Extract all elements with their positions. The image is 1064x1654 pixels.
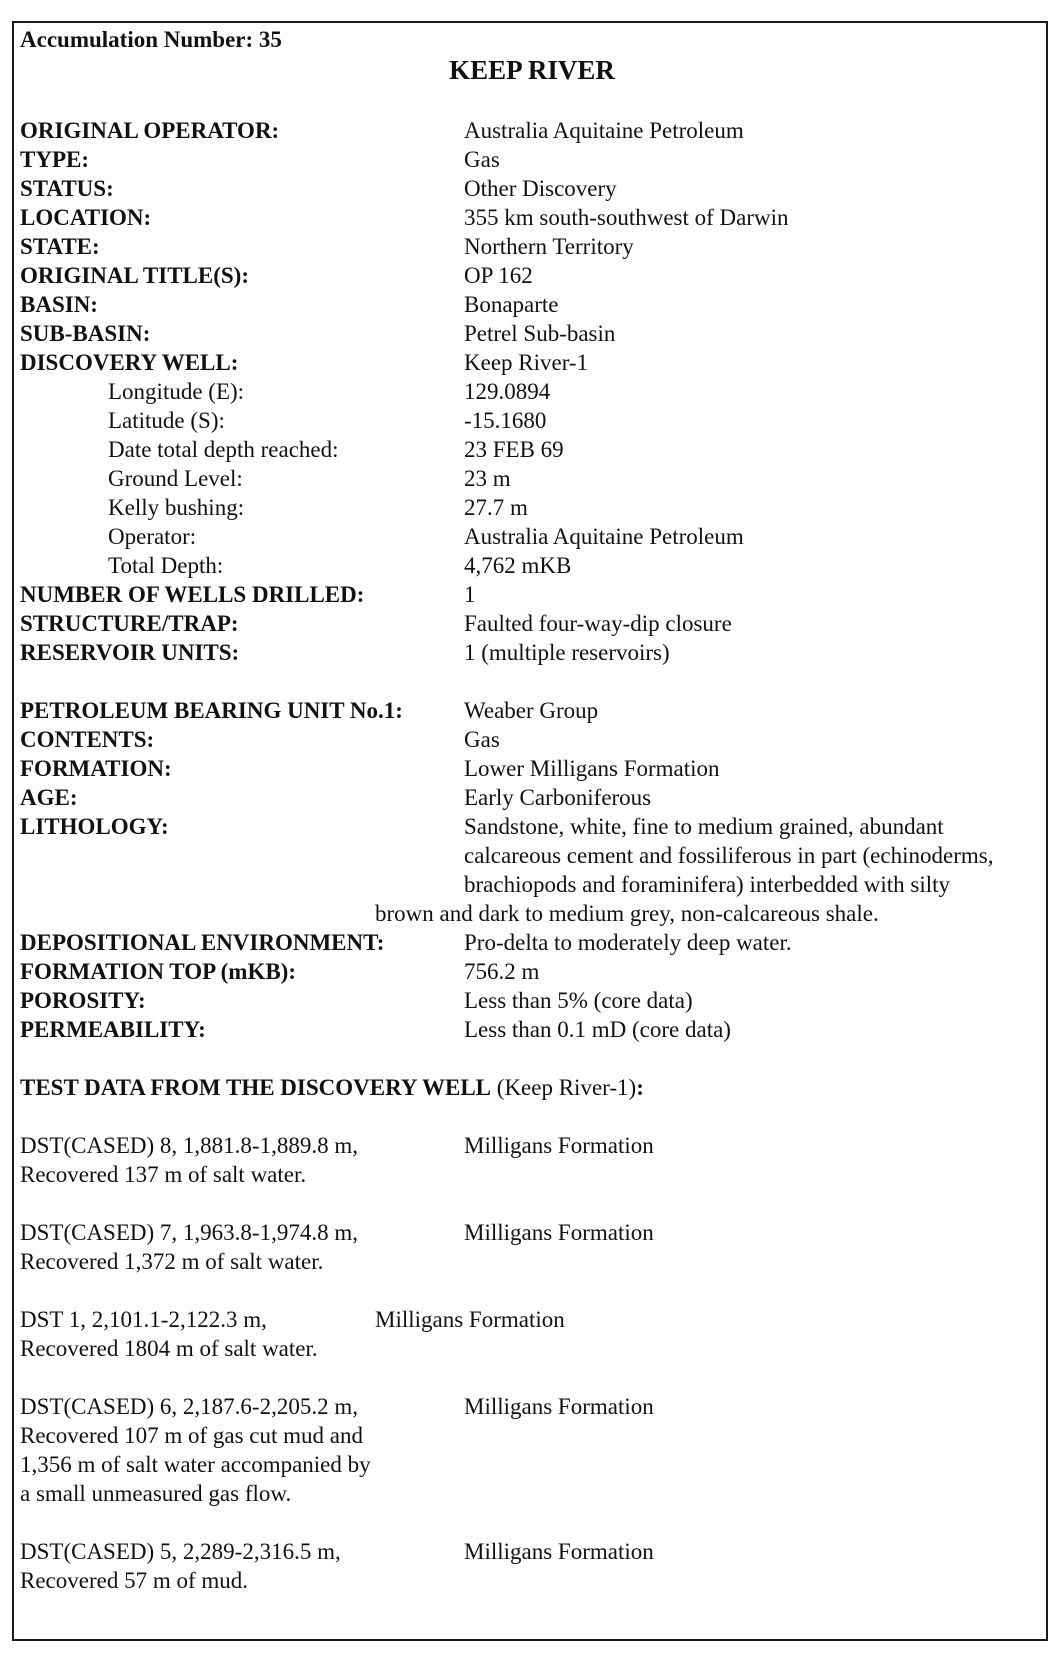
accumulation-number: Accumulation Number: 35 (20, 27, 282, 52)
unit-label: DEPOSITIONAL ENVIRONMENT: (20, 930, 385, 955)
field-label: SUB-BASIN: (20, 321, 151, 346)
test-line: DST(CASED) 7, 1,963.8-1,974.8 m, (20, 1220, 358, 1245)
test-data-heading-bold: TEST DATA FROM THE DISCOVERY WELL (20, 1075, 492, 1100)
unit-label: CONTENTS: (20, 727, 155, 752)
well-detail-value: 129.0894 (464, 379, 551, 404)
field-value: Northern Territory (464, 234, 634, 259)
field-value: Other Discovery (464, 176, 617, 201)
test-formation: Milligans Formation (464, 1133, 654, 1158)
field-label: STATE: (20, 234, 100, 259)
well-detail-label: Date total depth reached: (108, 437, 339, 462)
unit-label: AGE: (20, 785, 78, 810)
unit-value: 756.2 m (464, 959, 540, 984)
test-data-heading-colon: : (636, 1075, 644, 1100)
unit-label: FORMATION: (20, 756, 172, 781)
field-label: LOCATION: (20, 205, 152, 230)
field-value: Gas (464, 147, 500, 172)
test-line: DST(CASED) 8, 1,881.8-1,889.8 m, (20, 1133, 358, 1158)
field-value: 355 km south-southwest of Darwin (464, 205, 789, 230)
field-label: STRUCTURE/TRAP: (20, 611, 239, 636)
well-detail-label: Ground Level: (108, 466, 243, 491)
well-detail-value: Australia Aquitaine Petroleum (464, 524, 744, 549)
test-data-heading (20, 1074, 644, 1102)
field-label: TYPE: (20, 147, 89, 172)
field-value: Australia Aquitaine Petroleum (464, 118, 744, 143)
unit-value: Lower Milligans Formation (464, 756, 720, 781)
unit-value: Pro-delta to moderately deep water. (464, 930, 792, 955)
lithology-label: LITHOLOGY: (20, 814, 169, 839)
lithology-line: brachiopods and foraminifera) interbedded with silty (464, 872, 951, 897)
test-line: DST 1, 2,101.1-2,122.3 m, (20, 1307, 267, 1332)
unit-label: PETROLEUM BEARING UNIT No.1: (20, 698, 403, 723)
unit-value: Early Carboniferous (464, 785, 652, 810)
unit-value: Less than 5% (core data) (464, 988, 693, 1013)
lithology-line: Sandstone, white, fine to medium grained, abundant (464, 814, 944, 839)
test-formation: Milligans Formation (375, 1307, 565, 1332)
field-label: BASIN: (20, 292, 98, 317)
well-detail-value: 23 m (464, 466, 511, 491)
test-formation: Milligans Formation (464, 1220, 654, 1245)
test-line: Recovered 107 m of gas cut mud and (20, 1423, 363, 1448)
field-label: DISCOVERY WELL: (20, 350, 239, 375)
test-line: a small unmeasured gas flow. (20, 1481, 292, 1506)
lithology-line: calcareous cement and fossiliferous in part (echinoderms, (464, 843, 994, 868)
well-detail-label: Total Depth: (108, 553, 224, 578)
well-detail-label: Kelly bushing: (108, 495, 245, 520)
well-detail-label: Latitude (S): (108, 408, 225, 433)
field-label: ORIGINAL TITLE(S): (20, 263, 250, 288)
field-label: NUMBER OF WELLS DRILLED: (20, 582, 365, 607)
test-data-heading-paren: (Keep River-1) (491, 1075, 637, 1100)
field-label: ORIGINAL OPERATOR: (20, 118, 280, 143)
field-value: Petrel Sub-basin (464, 321, 616, 346)
test-line: DST(CASED) 6, 2,187.6-2,205.2 m, (20, 1394, 358, 1419)
unit-label: PERMEABILITY: (20, 1017, 206, 1042)
well-detail-value: 23 FEB 69 (464, 437, 564, 462)
lithology-line: brown and dark to medium grey, non-calcareous shale. (375, 901, 879, 926)
field-label: STATUS: (20, 176, 114, 201)
well-detail-value: 27.7 m (464, 495, 528, 520)
unit-value: Less than 0.1 mD (core data) (464, 1017, 731, 1042)
unit-label: FORMATION TOP (mKB): (20, 959, 296, 984)
well-detail-label: Longitude (E): (108, 379, 245, 404)
field-value: Bonaparte (464, 292, 559, 317)
test-line: Recovered 137 m of salt water. (20, 1162, 307, 1187)
test-line: Recovered 1,372 m of salt water. (20, 1249, 324, 1274)
well-detail-value: -15.1680 (464, 408, 547, 433)
test-formation: Milligans Formation (464, 1539, 654, 1564)
field-label: RESERVOIR UNITS: (20, 640, 240, 665)
well-detail-value: 4,762 mKB (464, 553, 572, 578)
test-line: Recovered 57 m of mud. (20, 1568, 249, 1593)
page-title: KEEP RIVER (449, 55, 615, 85)
field-value: 1 (multiple reservoirs) (464, 640, 670, 665)
field-value: 1 (464, 582, 476, 607)
field-value: OP 162 (464, 263, 533, 288)
test-line: DST(CASED) 5, 2,289-2,316.5 m, (20, 1539, 341, 1564)
unit-label: POROSITY: (20, 988, 146, 1013)
unit-value: Weaber Group (464, 698, 599, 723)
field-value: Keep River-1 (464, 350, 589, 375)
well-detail-label: Operator: (108, 524, 197, 549)
field-value: Faulted four-way-dip closure (464, 611, 732, 636)
unit-value: Gas (464, 727, 500, 752)
test-formation: Milligans Formation (464, 1394, 654, 1419)
test-line: 1,356 m of salt water accompanied by (20, 1452, 371, 1477)
test-line: Recovered 1804 m of salt water. (20, 1336, 318, 1361)
